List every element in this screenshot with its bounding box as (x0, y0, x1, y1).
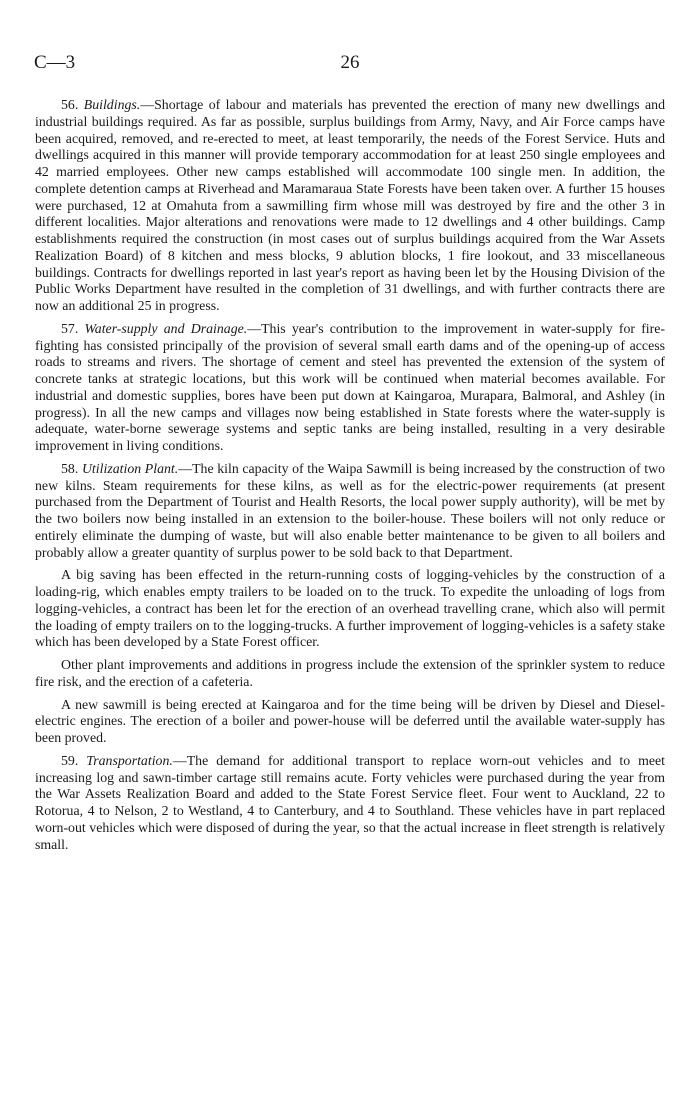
paragraph-heading: Water-supply and Drainage. (84, 320, 248, 336)
document-code: C—3 (34, 52, 76, 73)
page-header (34, 52, 666, 76)
paragraph-number: 56. (61, 97, 79, 112)
paragraph-text: —This year's contribution to the improvement in water-supply for fire-fighting has consisted principally of the provision of several small earth dams and of the opening-up of access roads to streams and rivers. The shortage of cement and steel has prevented the extension of the system of concrete tanks at strategic locations, but this work will be continued when material becomes available. For industrial and domestic supplies, bores have been put down at Kaingaroa, Murapara, Balmoral, and Ashley (in progress). In all the new camps and villages now being established in State forests where the water-supply is adequate, water-borne sewerage systems and septic tanks are being installed, resulting in a very desirable improvement in living conditions. (35, 320, 666, 453)
paragraph-text: —The kiln capacity of the Waipa Sawmill is being increased by the construction of two new kilns. Steam requirements for these kilns, as well as for the electric-power requirements (at present purchased from the Department of Tourist and Health Resorts, the local power supply authority), will be met by the two boilers now being installed in an extension to the boiler-house. These boilers will not only reduce or entirely eliminate the dumping of waste, but will also enable better maintenance to be given to all boilers and probably allow a greater quantity of surplus power to be sold back to that Department. (35, 460, 665, 560)
paragraph-text: —Shortage of labour and materials has prevented the erection of many new dwellings and industrial buildings required. As far as possible, surplus buildings from Army, Navy, and Air Force camps have been acquired, removed, and re-erected to meet, at least temporarily, the needs of the Forest Service. Huts and dwellings acquired in this manner will provide temporary accommodation for at least 250 single employees and 42 married employees. Other new camps established will accommodate 100 single men. In addition, the complete detention camps at Riverhead and Maramaraua State Forests have been taken over. A further 15 houses were purchased, 12 at Omahuta from a sawmilling firm whose mill was destroyed by fire and the other 3 in different localities. Major alterations and renovations were made to 12 dwellings and 4 other buildings. Camp establishments required the construction (in most cases out of surplus buildings acquired from the War Assets Realization Board) of 8 kitchen and mess blocks, 9 ablution blocks, 1 fire lookout, and 33 miscellaneous buildings. Contracts for dwellings reported in last year's report as having been let by the Housing Division of the Public Works Department have resulted in the completion of 31 dwellings, and with further contracts there are now an additional 25 in progress. (35, 97, 665, 313)
page-number: 26 (340, 52, 360, 73)
paragraph-57-water-supply (35, 321, 665, 455)
paragraph-text: A big saving has been effected in the return-running costs of logging-vehicles by the construction of a loading-rig, which enables empty trailers to be loaded on to the truck. To expedite the unloading of logs from logging-vehicles, a contract has been let for the erection of an overhead travelling crane, which also will permit the loading of empty trailers on to the logging-trucks. A further improvement of logging-vehicles is a safety stake which has been developed by a State Forest officer. (35, 567, 665, 650)
paragraph-heading: Transportation. (86, 752, 173, 768)
paragraph-heading: Utilization Plant. (81, 460, 179, 476)
paragraph-logging-vehicles (35, 567, 665, 651)
paragraph-plant-improvements (35, 657, 665, 691)
paragraph-text: A new sawmill is being erected at Kaingaroa and for the time being will be driven by Diesel and Diesel-electric engines. The erection of a boiler and power-house will be deferred until the available water-supply has been proved. (35, 696, 665, 745)
paragraph-number: 59. (61, 752, 79, 768)
document-body (35, 97, 665, 859)
paragraph-58-utilization-plant (35, 461, 665, 562)
paragraph-56-buildings (35, 97, 665, 315)
paragraph-text: —The demand for additional transport to replace worn-out vehicles and to meet increasing log and sawn-timber cartage still remains acute. Forty vehicles were purchased during the year from the War Assets Realization Board and added to the State Forest Service fleet. Four went to Auckland, 22 to Rotorua, 4 to Nelson, 2 to Westland, 4 to Canterbury, and 4 to Southland. These vehicles have in part replaced worn-out vehicles which were disposed of during the year, so that the actual increase in fleet strength is relatively small. (35, 752, 665, 852)
paragraph-number: 58. (61, 460, 79, 476)
paragraph-text: Other plant improvements and additions in progress include the extension of the sprinkler system to reduce fire risk, and the erection of a cafeteria. (35, 657, 665, 689)
paragraph-number: 57. (61, 320, 79, 336)
paragraph-new-sawmill (35, 697, 665, 747)
paragraph-59-transportation (35, 753, 665, 854)
paragraph-heading: Buildings. (83, 97, 141, 112)
